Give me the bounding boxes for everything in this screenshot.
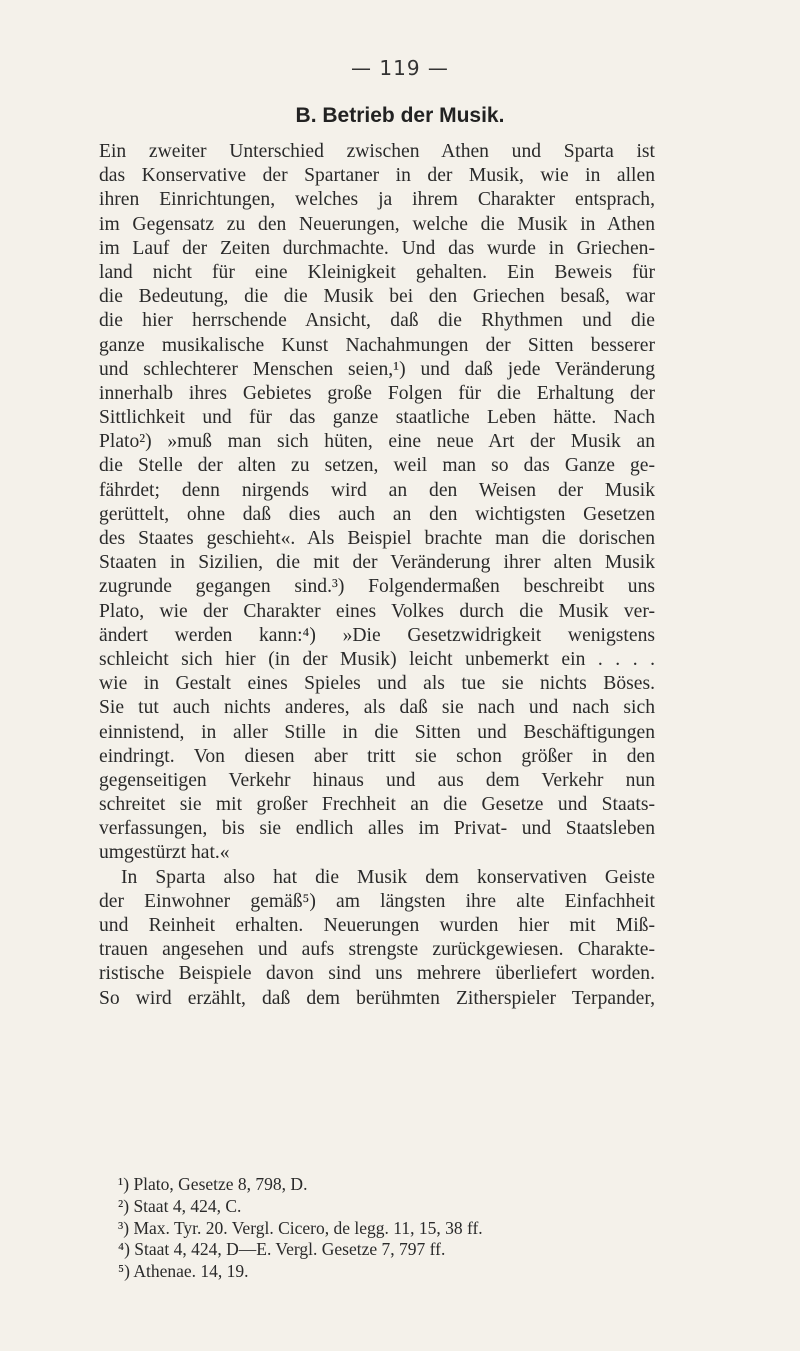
text-line: Sie tut auch nichts anderes, als daß sie nach und nach sich (99, 697, 655, 719)
text-line: einnistend, in aller Stille in die Sitten und Beschäftigungen (99, 721, 655, 743)
page-number: — 119 — (351, 56, 449, 80)
text-line: umgestürzt hat.« (99, 842, 230, 864)
footnote: ³) Max. Tyr. 20. Vergl. Cicero, de legg. 11, 15, 38 ff. (118, 1217, 483, 1238)
text-line: land nicht für eine Kleinigkeit gehalten. Ein Beweis für (99, 261, 655, 283)
text-line: schreitet sie mit großer Frechheit an die Gesetze und Staats- (99, 794, 655, 816)
text-line: innerhalb ihres Gebietes große Folgen für die Erhaltung der (99, 382, 655, 404)
text-line: ganze musikalische Kunst Nachahmungen der Sitten besserer (99, 334, 655, 356)
footnote: ⁵) Athenae. 14, 19. (118, 1261, 249, 1282)
text-line: Ein zweiter Unterschied zwischen Athen und Sparta ist (99, 141, 655, 162)
text-line: fährdet; denn nirgends wird an den Weisen der Musik (99, 479, 655, 501)
footnotes (118, 1174, 658, 1283)
text-line: Sittlichkeit und für das ganze staatliche Leben hätte. Nach (99, 407, 655, 429)
text-line: verfassungen, bis sie endlich alles im Privat- und Staatsleben (99, 818, 655, 840)
text-line: im Gegensatz zu den Neuerungen, welche die Musik in Athen (99, 213, 655, 235)
text-line: In Sparta also hat die Musik dem konservativen Geiste (121, 866, 655, 888)
text-line: die Stelle der alten zu setzen, weil man so das Ganze ge- (99, 455, 655, 477)
text-line: der Einwohner gemäß⁵) am längsten ihre alte Einfachheit (99, 890, 655, 912)
text-line: und schlechterer Menschen seien,¹) und daß jede Veränderung (99, 358, 655, 380)
text-line: eindringt. Von diesen aber tritt sie schon größer in den (99, 745, 655, 767)
text-line: ändert werden kann:⁴) »Die Gesetzwidrigkeit wenigstens (99, 624, 655, 646)
footnote: ¹) Plato, Gesetze 8, 798, D. (118, 1174, 308, 1194)
footnote: ⁴) Staat 4, 424, D—E. Vergl. Gesetze 7, 797 ff. (118, 1239, 446, 1260)
section-heading: B. Betrieb der Musik. (295, 104, 505, 127)
body-text (99, 140, 655, 1011)
text-line: trauen angesehen und aufs strengste zurückgewiesen. Charakte- (99, 939, 655, 961)
text-line: und Reinheit erhalten. Neuerungen wurden hier mit Miß- (99, 915, 655, 936)
text-line: die Bedeutung, die die Musik bei den Griechen besaß, war (99, 286, 655, 308)
text-line: Staaten in Sizilien, die mit der Veränderung ihrer alten Musik (99, 552, 655, 574)
text-line: zugrunde gegangen sind.³) Folgendermaßen beschreibt uns (99, 576, 655, 598)
text-line: das Konservative der Spartaner in der Musik, wie in allen (99, 165, 655, 187)
text-line: ihren Einrichtungen, welches ja ihrem Charakter entsprach, (99, 189, 655, 211)
text-line: schleicht sich hier (in der Musik) leicht unbemerkt ein . . . . (99, 648, 655, 670)
text-line: die hier herrschende Ansicht, daß die Rhythmen und die (99, 310, 655, 332)
text-line: Plato²) »muß man sich hüten, eine neue Art der Musik an (99, 431, 655, 453)
footnote: ²) Staat 4, 424, C. (118, 1195, 242, 1216)
text-line: im Lauf der Zeiten durchmachte. Und das wurde in Griechen- (99, 237, 655, 259)
text-line: So wird erzählt, daß dem berühmten Zitherspieler Terpander, (99, 987, 655, 1009)
text-line: wie in Gestalt eines Spieles und als tue sie nichts Böses. (99, 673, 655, 695)
text-line: ristische Beispiele davon sind uns mehrere überliefert worden. (99, 963, 655, 985)
text-line: Plato, wie der Charakter eines Volkes durch die Musik ver- (99, 600, 655, 622)
text-line: des Staates geschieht«. Als Beispiel brachte man die dorischen (99, 528, 655, 549)
text-line: gegenseitigen Verkehr hinaus und aus dem Verkehr nun (99, 769, 655, 791)
text-line: gerüttelt, ohne daß dies auch an den wichtigsten Gesetzen (99, 503, 655, 525)
